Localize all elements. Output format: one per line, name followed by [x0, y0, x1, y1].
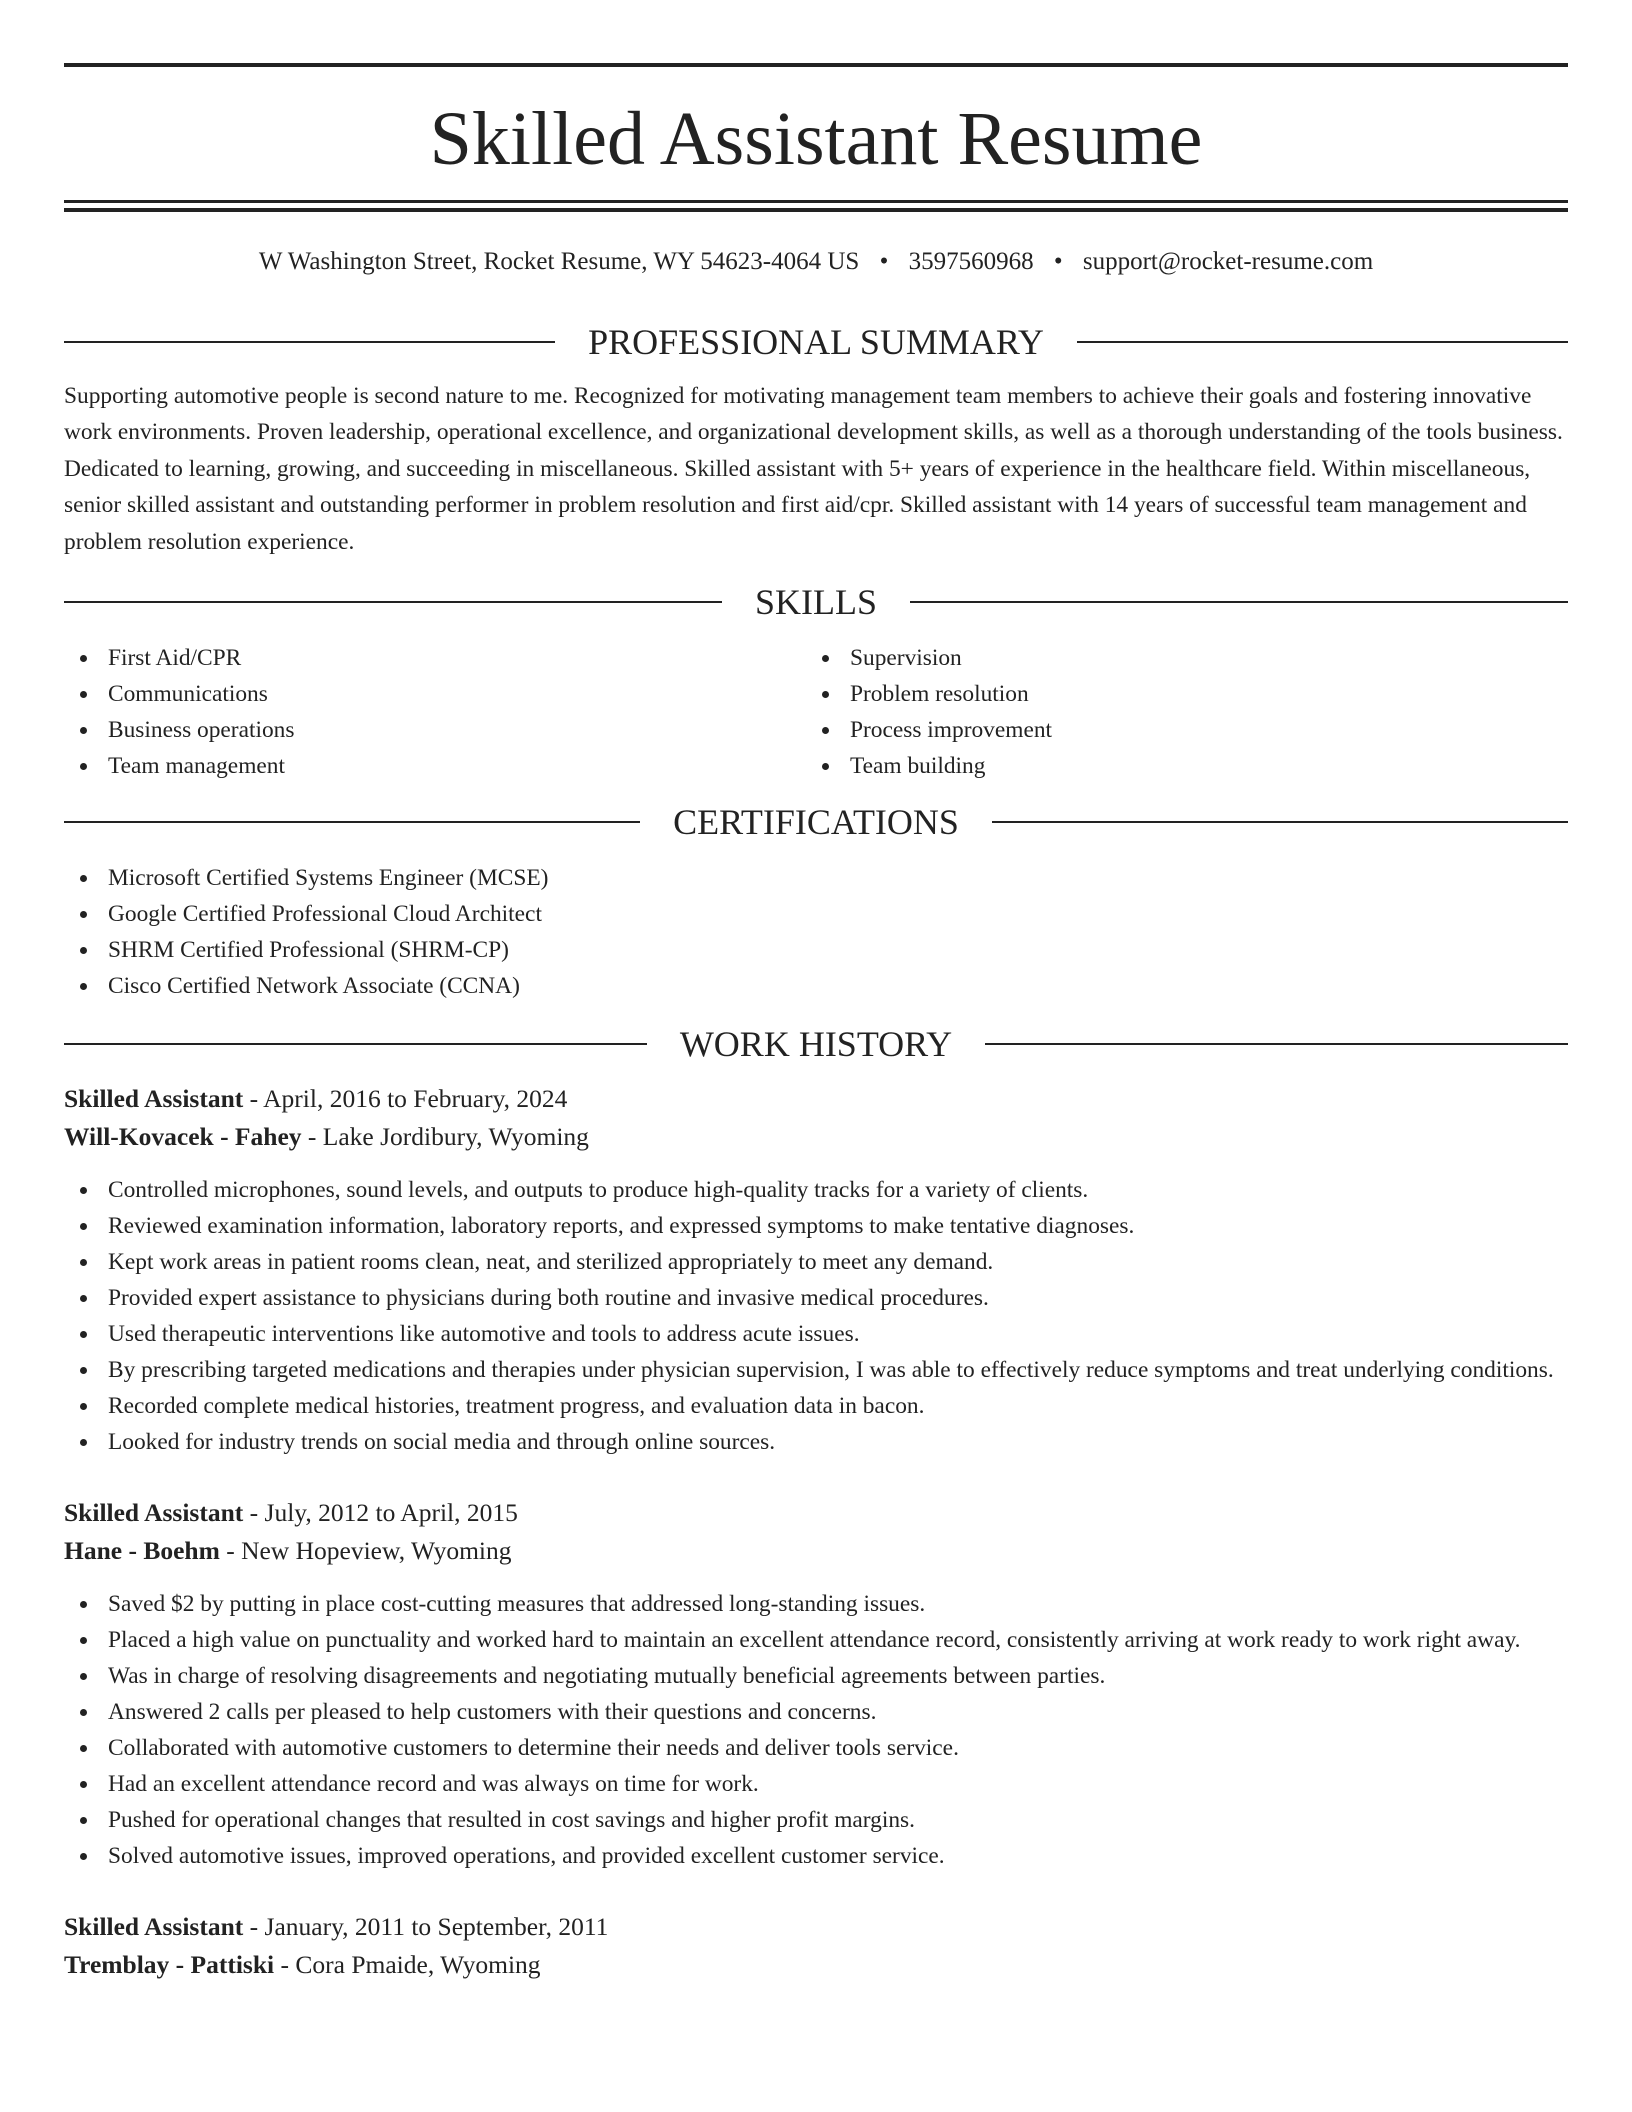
certifications-list — [64, 860, 1568, 1004]
section-rule — [64, 821, 640, 823]
skill-item: Business operations — [64, 712, 806, 748]
job-role: Skilled Assistant — [64, 1084, 244, 1114]
section-header-certifications — [64, 800, 1568, 844]
job-duty-item: Saved $2 by putting in place cost-cutting measures that addressed long-standing issues. — [64, 1586, 1568, 1622]
certification-item: SHRM Certified Professional (SHRM-CP) — [64, 932, 1568, 968]
section-rule — [992, 821, 1568, 823]
section-rule — [910, 601, 1568, 603]
skill-item: First Aid/CPR — [64, 640, 806, 676]
job-role-line — [64, 1080, 1568, 1118]
job-duty-item: Looked for industry trends on social media and through online sources. — [64, 1424, 1568, 1460]
job-role-line — [64, 1494, 1568, 1532]
job-location: - Lake Jordibury, Wyoming — [301, 1122, 589, 1152]
job-role-line — [64, 1908, 1568, 1946]
contact-line — [64, 246, 1568, 278]
certification-item: Cisco Certified Network Associate (CCNA) — [64, 968, 1568, 1004]
certification-item: Microsoft Certified Systems Engineer (MCSE) — [64, 860, 1568, 896]
summary-text: Supporting automotive people is second nature to me. Recognized for motivating management team members to achieve their goals and fostering innovative work environments. Proven leadership, operational excellence, and organizational development skills, as well as a thorough understanding of the tools business. Dedicated to learning, growing, and succeeding in miscellaneous. Skilled assistant with 5+ years of experience in the healthcare field. Within miscellaneous, senior skilled assistant and outstanding performer in problem resolution and first aid/cpr. Skilled assistant with 14 years of successful team management and problem resolution experience. — [64, 383, 1563, 555]
job-duty-item: Reviewed examination information, laboratory reports, and expressed symptoms to make tentative diagnoses. — [64, 1208, 1568, 1244]
header-double-rule — [64, 200, 1568, 212]
resume-page — [64, 0, 1568, 1984]
skills-list — [64, 640, 1568, 784]
job-company-line — [64, 1532, 1568, 1570]
job-company: Tremblay - Pattiski — [64, 1950, 275, 1980]
job-duty-item: Controlled microphones, sound levels, and outputs to produce high-quality tracks for a variety of clients. — [64, 1172, 1568, 1208]
section-rule — [985, 1043, 1568, 1045]
job-duties-list — [64, 1586, 1568, 1874]
section-rule — [64, 341, 555, 343]
job-location: - New Hopeview, Wyoming — [219, 1536, 512, 1566]
skill-item: Team building — [806, 748, 1548, 784]
skill-item: Supervision — [806, 640, 1548, 676]
skills-column-right — [806, 640, 1548, 784]
certification-item: Google Certified Professional Cloud Architect — [64, 896, 1568, 932]
job-duty-item: Kept work areas in patient rooms clean, neat, and sterilized appropriately to meet any demand. — [64, 1244, 1568, 1280]
job-location: - Cora Pmaide, Wyoming — [274, 1950, 541, 1980]
section-header-skills — [64, 580, 1568, 624]
contact-phone: 3597560968 — [908, 248, 1034, 275]
job-role: Skilled Assistant — [64, 1498, 244, 1528]
job-duty-item: Was in charge of resolving disagreements and negotiating mutually beneficial agreements between parties. — [64, 1658, 1568, 1694]
job-duty-item: Pushed for operational changes that resulted in cost savings and higher profit margins. — [64, 1802, 1568, 1838]
job-company: Hane - Boehm — [64, 1536, 220, 1566]
job-duty-item: Placed a high value on punctuality and worked hard to maintain an excellent attendance record, consistently arriving at work ready to work right away. — [64, 1622, 1568, 1658]
job-duty-item: Used therapeutic interventions like automotive and tools to address acute issues. — [64, 1316, 1568, 1352]
job-company: Will-Kovacek - Fahey — [64, 1122, 302, 1152]
skill-item: Problem resolution — [806, 676, 1548, 712]
section-rule — [64, 1043, 647, 1045]
job-company-line — [64, 1946, 1568, 1984]
job-dates: - April, 2016 to February, 2024 — [243, 1084, 568, 1114]
section-rule — [64, 601, 722, 603]
job-duty-item: Recorded complete medical histories, treatment progress, and evaluation data in bacon. — [64, 1388, 1568, 1424]
job-dates: - January, 2011 to September, 2011 — [243, 1912, 609, 1942]
job-entry — [64, 1494, 1568, 1874]
job-duty-item: By prescribing targeted medications and therapies under physician supervision, I was able to effectively reduce symptoms and treat underlying conditions. — [64, 1352, 1568, 1388]
job-entry — [64, 1080, 1568, 1460]
header-top-rule — [64, 63, 1568, 67]
job-company-line — [64, 1118, 1568, 1156]
job-duties-list — [64, 1172, 1568, 1460]
section-title-work-history: WORK HISTORY — [679, 1024, 953, 1065]
contact-separator: • — [1053, 248, 1063, 275]
job-duty-item: Provided expert assistance to physicians during both routine and invasive medical procedures. — [64, 1280, 1568, 1316]
section-title-skills: SKILLS — [755, 582, 878, 623]
job-entry — [64, 1908, 1568, 1984]
contact-separator: • — [879, 248, 889, 275]
job-duty-item: Answered 2 calls per pleased to help customers with their questions and concerns. — [64, 1694, 1568, 1730]
section-header-summary — [64, 320, 1568, 364]
page-title: Skilled Assistant Resume — [429, 97, 1203, 181]
job-role: Skilled Assistant — [64, 1912, 244, 1942]
skill-item: Team management — [64, 748, 806, 784]
skills-column-left — [64, 640, 806, 784]
job-duty-item: Solved automotive issues, improved operations, and provided excellent customer service. — [64, 1838, 1568, 1874]
section-header-work-history — [64, 1022, 1568, 1066]
skill-item: Communications — [64, 676, 806, 712]
contact-address: W Washington Street, Rocket Resume, WY 54623-4064 US — [258, 248, 860, 275]
job-dates: - July, 2012 to April, 2015 — [243, 1498, 518, 1528]
section-title-certifications: CERTIFICATIONS — [673, 802, 959, 843]
skill-item: Process improvement — [806, 712, 1548, 748]
contact-email: support@rocket-resume.com — [1082, 248, 1374, 275]
job-duty-item: Had an excellent attendance record and was always on time for work. — [64, 1766, 1568, 1802]
section-title-summary: PROFESSIONAL SUMMARY — [588, 322, 1044, 362]
job-duty-item: Collaborated with automotive customers to determine their needs and deliver tools service. — [64, 1730, 1568, 1766]
section-rule — [1077, 341, 1568, 343]
